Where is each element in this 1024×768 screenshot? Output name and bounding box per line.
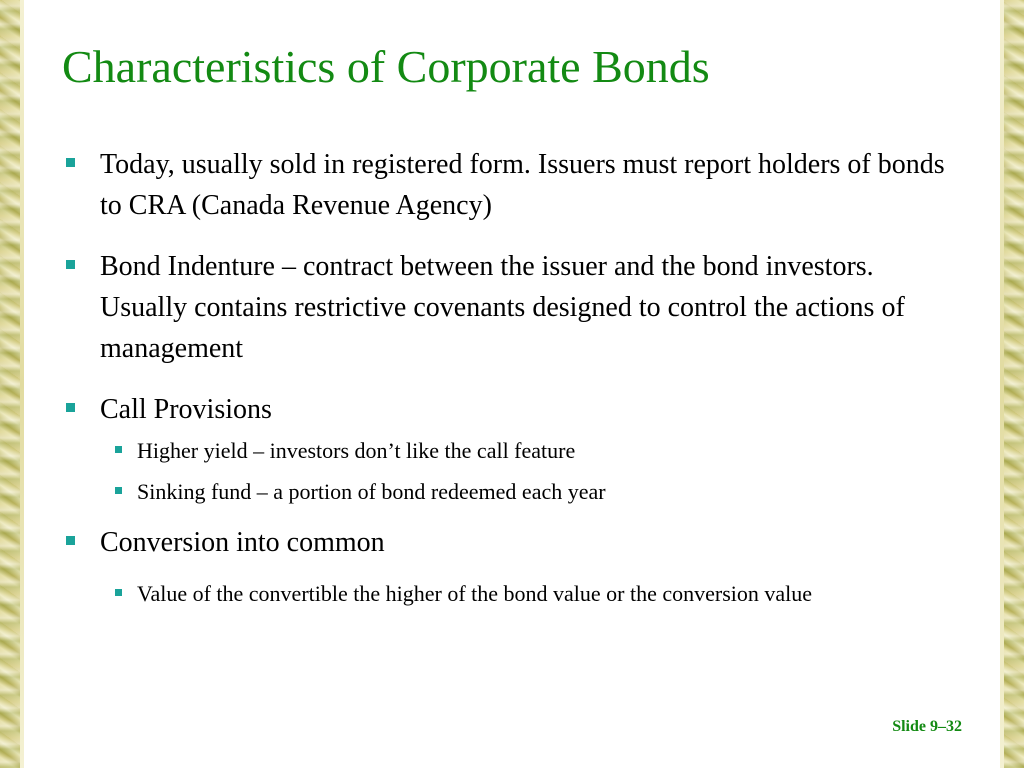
bullet-item (62, 144, 962, 226)
slide-title: Characteristics of Corporate Bonds (62, 41, 710, 92)
bullet-text: Today, usually sold in registered form. Issuers must report holders of bonds to CRA (Canada Revenue Agency) (100, 149, 945, 221)
sub-bullet-item (100, 577, 962, 610)
square-bullet-icon (66, 260, 75, 269)
square-bullet-icon (66, 158, 75, 167)
bullet-item (62, 246, 962, 369)
bullet-item (62, 522, 962, 610)
sub-bullet-text: Higher yield – investors don’t like the call feature (137, 438, 576, 463)
sub-bullet-item (100, 434, 962, 467)
bullet-list (62, 144, 962, 630)
sub-bullet-text: Sinking fund – a portion of bond redeemed each year (137, 479, 606, 504)
sub-bullet-list (100, 434, 962, 508)
sub-bullet-item (100, 475, 962, 508)
bullet-text: Call Provisions (100, 394, 272, 425)
bullet-text: Conversion into common (100, 527, 385, 558)
square-bullet-icon (66, 403, 75, 412)
sub-bullet-text: Value of the convertible the higher of the bond value or the conversion value (137, 581, 813, 606)
slide-number: Slide 9–32 (892, 718, 962, 735)
square-bullet-icon (115, 487, 122, 494)
square-bullet-icon (115, 446, 122, 453)
decorative-border-left (0, 0, 24, 768)
decorative-border-right (1000, 0, 1024, 768)
square-bullet-icon (115, 589, 122, 596)
sub-bullet-list (100, 577, 962, 610)
square-bullet-icon (66, 536, 75, 545)
bullet-text: Bond Indenture – contract between the issuer and the bond investors. Usually contains restrictive covenants designed to control the actions of management (100, 251, 905, 364)
bullet-item (62, 389, 962, 508)
